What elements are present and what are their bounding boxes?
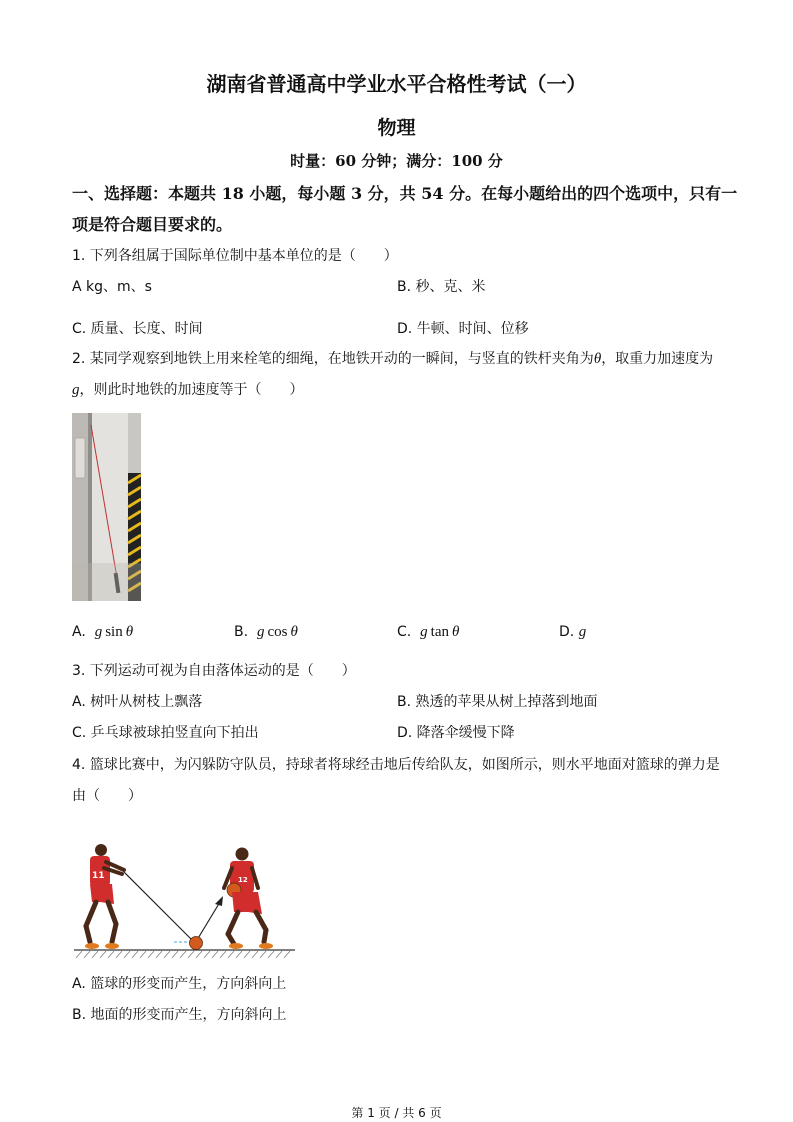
q3-stem: 3. 下列运动可视为自由落体运动的是（ ） xyxy=(72,663,356,679)
q3-option-c: C. 乒乓球被球拍竖直向下拍出 xyxy=(72,725,259,741)
svg-text:11: 11 xyxy=(92,871,105,881)
q1-option-b: B. 秒、克、米 xyxy=(397,279,486,295)
subway-photo xyxy=(72,413,141,601)
section-heading-line2: 项是符合题目要求的。 xyxy=(72,215,233,234)
svg-text:12: 12 xyxy=(238,876,248,884)
basketball-bounce xyxy=(190,937,203,950)
q1-option-a: A kg、m、s xyxy=(72,279,152,295)
exam-title: 湖南省普通高中学业水平合格性考试（一） xyxy=(206,72,587,96)
section-heading-line1: 一、选择题：本题共 18 小题，每小题 3 分，共 54 分。在每小题给出的四个选项中，只有一 xyxy=(72,184,738,203)
q2-stem-line2: g，则此时地铁的加速度等于（ ） xyxy=(72,382,304,398)
q2-option-c: C. g tan θ xyxy=(397,624,460,640)
q3-option-d: D. 降落伞缓慢下降 xyxy=(397,725,515,741)
q3-option-a: A. 树叶从树枝上飘落 xyxy=(72,694,203,710)
outgoing-path-arrow xyxy=(197,902,220,940)
incoming-path xyxy=(124,872,194,942)
theta-symbol: θ xyxy=(593,351,602,367)
player-12 xyxy=(224,848,273,950)
q2-option-a: A. g sin θ xyxy=(72,624,134,640)
q3-option-b: B. 熟透的苹果从树上掉落到地面 xyxy=(397,694,598,710)
subject-title: 物理 xyxy=(377,117,416,139)
q2-option-b: B. g cos θ xyxy=(234,624,298,640)
q2-option-d: D. g xyxy=(559,624,587,640)
q4-option-b: B. 地面的形变而产生，方向斜向上 xyxy=(72,1007,287,1023)
ground-hatching xyxy=(76,951,290,958)
q1-stem: 1. 下列各组属于国际单位制中基本单位的是（ ） xyxy=(72,248,398,264)
q1-option-c: C. 质量、长度、时间 xyxy=(72,321,203,337)
q4-stem-line2: 由（ ） xyxy=(72,788,142,804)
g-symbol: g xyxy=(72,382,80,398)
time-score: 时量：60 分钟；满分：100 分 xyxy=(290,152,503,170)
basketball-illustration xyxy=(72,838,297,962)
q2-stem-line1: 2. 某同学观察到地铁上用来栓笔的细绳，在地铁开动的一瞬间，与竖直的铁杆夹角为θ，取重力加速度为 xyxy=(72,351,714,367)
q1-option-d: D. 牛顿、时间、位移 xyxy=(397,321,529,337)
player-11 xyxy=(85,844,124,949)
page-footer: 第 1 页 / 共 6 页 xyxy=(351,1106,442,1120)
arrowhead xyxy=(215,896,223,906)
q4-option-a: A. 篮球的形变而产生，方向斜向上 xyxy=(72,976,287,992)
q4-stem-line1: 4. 篮球比赛中，为闪躲防守队员，持球者将球经击地后传给队友，如图所示，则水平地面对篮球的弹力是 xyxy=(72,757,720,773)
